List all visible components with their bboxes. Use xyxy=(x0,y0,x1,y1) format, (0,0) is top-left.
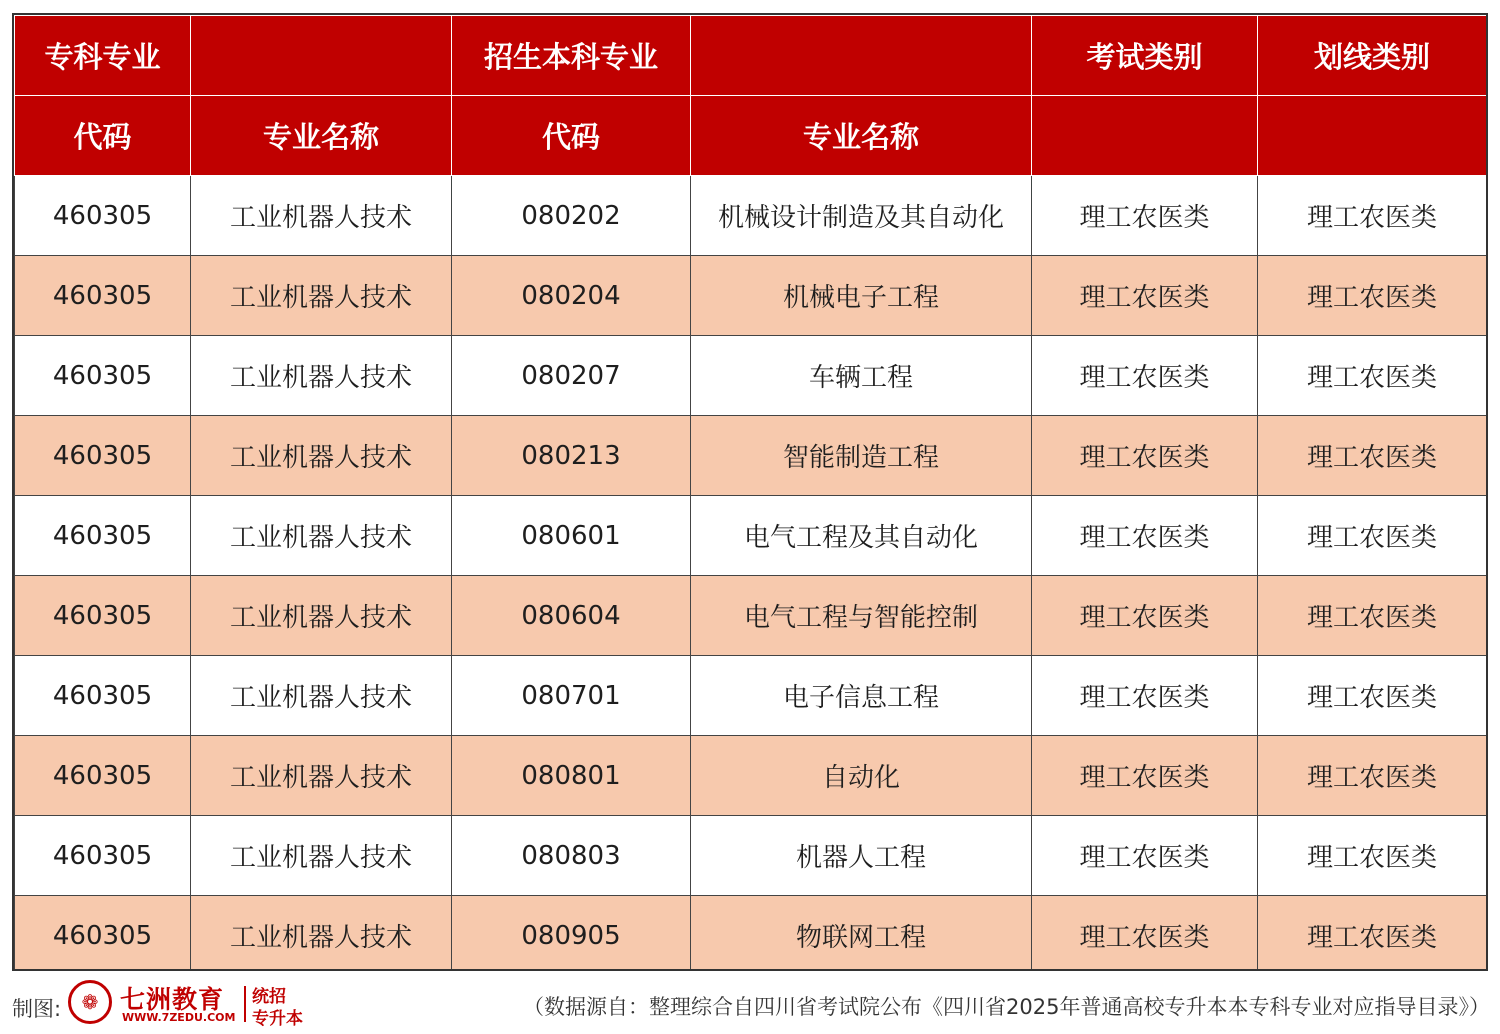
header-cell: 专业名称 xyxy=(191,96,452,176)
table-cell: 理工农医类 xyxy=(1258,496,1487,576)
table-cell: 车辆工程 xyxy=(691,336,1032,416)
table-cell: 理工农医类 xyxy=(1258,736,1487,816)
table-row xyxy=(15,256,1487,336)
table-cell: 自动化 xyxy=(691,736,1032,816)
table-cell: 工业机器人技术 xyxy=(191,816,452,896)
table-row xyxy=(15,656,1487,736)
table-cell: 460305 xyxy=(15,736,191,816)
logo-brand-name: 七洲教育 xyxy=(120,985,225,1014)
table-row xyxy=(15,496,1487,576)
table-cell: 工业机器人技术 xyxy=(191,496,452,576)
table-cell: 机械设计制造及其自动化 xyxy=(691,176,1032,256)
table-cell: 工业机器人技术 xyxy=(191,256,452,336)
table-cell: 理工农医类 xyxy=(1032,896,1258,972)
table-cell: 460305 xyxy=(15,256,191,336)
logo-tag-line-1: 统招 xyxy=(252,987,286,1007)
table-cell: 电气工程与智能控制 xyxy=(691,576,1032,656)
table-cell: 理工农医类 xyxy=(1032,496,1258,576)
header-cell xyxy=(691,16,1032,96)
header-cell: 划线类别 xyxy=(1258,16,1487,96)
table-cell: 电子信息工程 xyxy=(691,656,1032,736)
table-cell: 理工农医类 xyxy=(1258,336,1487,416)
table-row xyxy=(15,176,1487,256)
table-cell: 工业机器人技术 xyxy=(191,656,452,736)
footer xyxy=(0,975,1500,1034)
table-cell: 理工农医类 xyxy=(1258,256,1487,336)
table-cell: 080213 xyxy=(452,416,691,496)
table-cell: 理工农医类 xyxy=(1032,416,1258,496)
table-cell: 理工农医类 xyxy=(1032,336,1258,416)
header-row-2 xyxy=(15,96,1487,176)
header-cell: 专科专业 xyxy=(15,16,191,96)
table-cell: 工业机器人技术 xyxy=(191,736,452,816)
table-cell: 理工农医类 xyxy=(1032,816,1258,896)
table-cell: 460305 xyxy=(15,176,191,256)
table-cell: 080905 xyxy=(452,896,691,972)
table-cell: 080604 xyxy=(452,576,691,656)
header-cell: 代码 xyxy=(452,96,691,176)
header-cell: 考试类别 xyxy=(1032,16,1258,96)
table-cell: 理工农医类 xyxy=(1032,656,1258,736)
brand-logo xyxy=(68,980,318,1028)
table-cell: 工业机器人技术 xyxy=(191,896,452,972)
table-cell: 工业机器人技术 xyxy=(191,576,452,656)
table-cell: 理工农医类 xyxy=(1258,416,1487,496)
table-cell: 460305 xyxy=(15,416,191,496)
table-cell: 工业机器人技术 xyxy=(191,416,452,496)
table-cell: 工业机器人技术 xyxy=(191,336,452,416)
table-cell: 080803 xyxy=(452,816,691,896)
table-cell: 理工农医类 xyxy=(1258,896,1487,972)
table-row xyxy=(15,576,1487,656)
table-cell: 理工农医类 xyxy=(1032,176,1258,256)
table-cell: 460305 xyxy=(15,656,191,736)
logo-divider xyxy=(244,986,246,1022)
table-cell: 080207 xyxy=(452,336,691,416)
table-cell: 080202 xyxy=(452,176,691,256)
header-row-1 xyxy=(15,16,1487,96)
table-cell: 物联网工程 xyxy=(691,896,1032,972)
table xyxy=(14,15,1487,971)
table-cell: 460305 xyxy=(15,496,191,576)
table-cell: 460305 xyxy=(15,336,191,416)
major-mapping-table xyxy=(12,13,1488,971)
logo-url: WWW.7ZEDU.COM xyxy=(122,1011,236,1024)
table-row xyxy=(15,736,1487,816)
table-cell: 理工农医类 xyxy=(1032,256,1258,336)
table-cell: 理工农医类 xyxy=(1258,576,1487,656)
table-row xyxy=(15,336,1487,416)
table-cell: 460305 xyxy=(15,816,191,896)
table-cell: 080204 xyxy=(452,256,691,336)
table-cell: 080801 xyxy=(452,736,691,816)
data-source-note: （数据源自：整理综合自四川省考试院公布《四川省2025年普通高校专升本本专科专业对应指导目录》） xyxy=(523,995,1490,1019)
table-cell: 工业机器人技术 xyxy=(191,176,452,256)
table-cell: 机械电子工程 xyxy=(691,256,1032,336)
header-cell xyxy=(191,16,452,96)
table-row xyxy=(15,816,1487,896)
header-cell: 招生本科专业 xyxy=(452,16,691,96)
header-cell xyxy=(1032,96,1258,176)
table-cell: 080601 xyxy=(452,496,691,576)
table-row xyxy=(15,896,1487,972)
table-cell: 理工农医类 xyxy=(1258,176,1487,256)
table-cell: 080701 xyxy=(452,656,691,736)
header-cell xyxy=(1258,96,1487,176)
school-seal-icon: ❁ xyxy=(68,980,112,1024)
table-cell: 理工农医类 xyxy=(1032,736,1258,816)
table-cell: 460305 xyxy=(15,896,191,972)
header-cell: 代码 xyxy=(15,96,191,176)
logo-tag-line-2: 专升本 xyxy=(252,1009,303,1029)
made-by-label: 制图: xyxy=(12,997,62,1021)
table-cell: 理工农医类 xyxy=(1032,576,1258,656)
table-body xyxy=(15,176,1487,972)
table-cell: 理工农医类 xyxy=(1258,656,1487,736)
table-cell: 智能制造工程 xyxy=(691,416,1032,496)
table-cell: 机器人工程 xyxy=(691,816,1032,896)
table-cell: 460305 xyxy=(15,576,191,656)
table-row xyxy=(15,416,1487,496)
table-cell: 理工农医类 xyxy=(1258,816,1487,896)
table-cell: 电气工程及其自动化 xyxy=(691,496,1032,576)
header-cell: 专业名称 xyxy=(691,96,1032,176)
